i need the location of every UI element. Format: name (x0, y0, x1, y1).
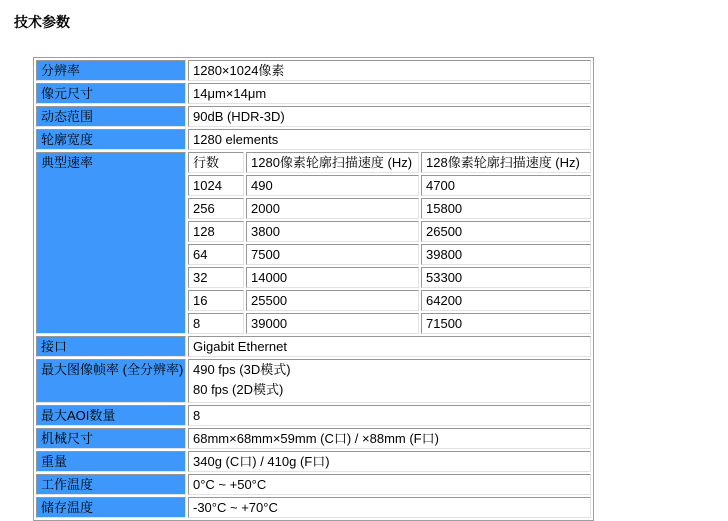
spec-label: 最大AOI数量 (36, 405, 186, 426)
speed-header-row (36, 152, 591, 173)
speed-lines: 256 (188, 198, 244, 219)
spec-value: 1280 elements (188, 129, 591, 150)
spec-label: 接口 (36, 336, 186, 357)
spec-value: 0°C ~ +50°C (188, 474, 591, 495)
spec-table (33, 57, 594, 521)
speed-lines: 1024 (188, 175, 244, 196)
spec-row-weight (36, 451, 591, 472)
spec-row-dynamic-range (36, 106, 591, 127)
spec-value: 8 (188, 405, 591, 426)
spec-label: 最大图像帧率 (全分辨率) (36, 359, 186, 403)
speed-128: 26500 (421, 221, 591, 242)
speed-lines: 64 (188, 244, 244, 265)
frame-rate-3d: 490 fps (3D模式) (193, 362, 291, 377)
speed-lines: 32 (188, 267, 244, 288)
spec-label: 储存温度 (36, 497, 186, 518)
speed-128: 64200 (421, 290, 591, 311)
speed-1280: 25500 (246, 290, 419, 311)
spec-row-pixel-size (36, 83, 591, 104)
speed-128: 71500 (421, 313, 591, 334)
speed-1280: 7500 (246, 244, 419, 265)
speed-128: 39800 (421, 244, 591, 265)
spec-label: 机械尺寸 (36, 428, 186, 449)
speed-128: 4700 (421, 175, 591, 196)
speed-1280: 39000 (246, 313, 419, 334)
spec-value: 1280×1024像素 (188, 60, 591, 81)
spec-row-profile-width (36, 129, 591, 150)
spec-value: 90dB (HDR-3D) (188, 106, 591, 127)
spec-row-max-frame-rate (36, 359, 591, 403)
spec-value: -30°C ~ +70°C (188, 497, 591, 518)
frame-rate-2d: 80 fps (2D模式) (193, 382, 284, 397)
spec-label: 分辨率 (36, 60, 186, 81)
speed-col-header: 128像素轮廓扫描速度 (Hz) (421, 152, 591, 173)
speed-lines: 16 (188, 290, 244, 311)
spec-label: 动态范围 (36, 106, 186, 127)
speed-col-header: 1280像素轮廓扫描速度 (Hz) (246, 152, 419, 173)
spec-row-resolution (36, 60, 591, 81)
spec-label: 轮廓宽度 (36, 129, 186, 150)
spec-value: 340g (C口) / 410g (F口) (188, 451, 591, 472)
speed-lines: 128 (188, 221, 244, 242)
spec-row-mechanical-size (36, 428, 591, 449)
page-title: 技术参数 (14, 14, 70, 30)
spec-value: 14μm×14μm (188, 83, 591, 104)
speed-1280: 2000 (246, 198, 419, 219)
speed-1280: 14000 (246, 267, 419, 288)
spec-label: 典型速率 (36, 152, 186, 334)
speed-1280: 490 (246, 175, 419, 196)
spec-value: Gigabit Ethernet (188, 336, 591, 357)
speed-1280: 3800 (246, 221, 419, 242)
spec-value: 68mm×68mm×59mm (C口) / ×88mm (F口) (188, 428, 591, 449)
speed-lines: 8 (188, 313, 244, 334)
spec-row-storage-temp (36, 497, 591, 518)
spec-label: 重量 (36, 451, 186, 472)
spec-label: 像元尺寸 (36, 83, 186, 104)
speed-128: 15800 (421, 198, 591, 219)
spec-row-interface (36, 336, 591, 357)
spec-row-operating-temp (36, 474, 591, 495)
speed-128: 53300 (421, 267, 591, 288)
spec-label: 工作温度 (36, 474, 186, 495)
spec-row-max-aoi (36, 405, 591, 426)
spec-value (188, 359, 591, 403)
speed-col-header: 行数 (188, 152, 244, 173)
